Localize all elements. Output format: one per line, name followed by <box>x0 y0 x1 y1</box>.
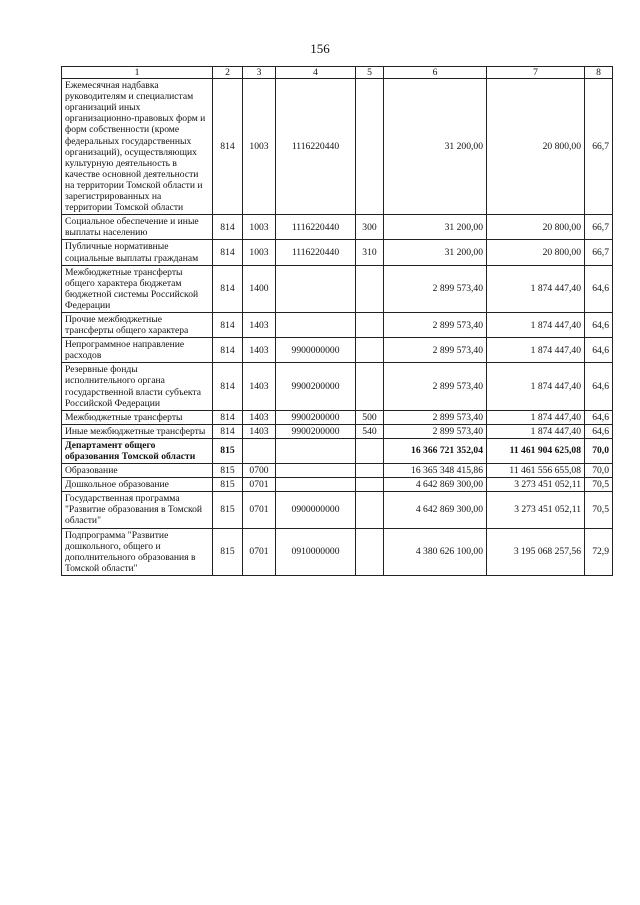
planned-amount: 4 380 626 100,00 <box>384 528 487 575</box>
actual-amount: 3 273 451 052,11 <box>487 478 585 492</box>
expense-type-code <box>356 478 384 492</box>
column-header: 7 <box>487 67 585 79</box>
row-name: Социальное обеспечение и иные выплаты населению <box>62 215 213 240</box>
ministry-code: 814 <box>213 240 243 265</box>
row-name: Непрограммное направление расходов <box>62 338 213 363</box>
target-article-code: 9900000000 <box>276 338 356 363</box>
actual-amount: 1 874 447,40 <box>487 338 585 363</box>
section-code: 1003 <box>243 79 276 215</box>
ministry-code: 815 <box>213 464 243 478</box>
row-name: Прочие межбюджетные трансферты общего характера <box>62 312 213 337</box>
target-article-code: 0910000000 <box>276 528 356 575</box>
planned-amount: 16 365 348 415,86 <box>384 464 487 478</box>
table-body <box>62 67 613 576</box>
target-article-code: 1116220440 <box>276 79 356 215</box>
execution-percent: 64,6 <box>585 338 613 363</box>
table-row <box>62 240 613 265</box>
row-name: Иные межбюджетные трансферты <box>62 424 213 438</box>
actual-amount: 11 461 556 655,08 <box>487 464 585 478</box>
execution-percent: 66,7 <box>585 240 613 265</box>
expense-type-code <box>356 79 384 215</box>
row-name: Публичные нормативные социальные выплаты гражданам <box>62 240 213 265</box>
table-row <box>62 424 613 438</box>
section-code: 1403 <box>243 312 276 337</box>
execution-percent: 66,7 <box>585 79 613 215</box>
expense-type-code <box>356 492 384 528</box>
expense-type-code <box>356 338 384 363</box>
row-name: Образование <box>62 464 213 478</box>
ministry-code: 814 <box>213 338 243 363</box>
actual-amount: 3 195 068 257,56 <box>487 528 585 575</box>
expense-type-code <box>356 363 384 410</box>
ministry-code: 815 <box>213 492 243 528</box>
section-code: 1003 <box>243 215 276 240</box>
column-header: 6 <box>384 67 487 79</box>
section-code: 0701 <box>243 478 276 492</box>
target-article-code: 9900200000 <box>276 424 356 438</box>
actual-amount: 3 273 451 052,11 <box>487 492 585 528</box>
row-name: Департамент общего образования Томской области <box>62 438 213 463</box>
row-name: Государственная программа "Развитие образования в Томской области" <box>62 492 213 528</box>
section-code: 0700 <box>243 464 276 478</box>
expense-type-code <box>356 438 384 463</box>
planned-amount: 16 366 721 352,04 <box>384 438 487 463</box>
planned-amount: 2 899 573,40 <box>384 265 487 312</box>
table-row <box>62 215 613 240</box>
ministry-code: 814 <box>213 410 243 424</box>
expense-type-code <box>356 528 384 575</box>
table-row <box>62 410 613 424</box>
target-article-code: 9900200000 <box>276 363 356 410</box>
expense-type-code: 310 <box>356 240 384 265</box>
ministry-code: 814 <box>213 265 243 312</box>
ministry-code: 814 <box>213 312 243 337</box>
target-article-code <box>276 464 356 478</box>
execution-percent: 70,0 <box>585 464 613 478</box>
row-name: Межбюджетные трансферты <box>62 410 213 424</box>
page-number: 156 <box>310 41 330 56</box>
table-row <box>62 312 613 337</box>
section-code <box>243 438 276 463</box>
actual-amount: 11 461 904 625,08 <box>487 438 585 463</box>
table-row <box>62 464 613 478</box>
actual-amount: 1 874 447,40 <box>487 363 585 410</box>
execution-percent: 66,7 <box>585 215 613 240</box>
planned-amount: 2 899 573,40 <box>384 363 487 410</box>
row-name: Резервные фонды исполнительного органа государственной власти субъекта Российской Федерации <box>62 363 213 410</box>
column-header: 8 <box>585 67 613 79</box>
execution-percent: 72,9 <box>585 528 613 575</box>
target-article-code: 0900000000 <box>276 492 356 528</box>
execution-percent: 70,5 <box>585 478 613 492</box>
section-code: 1403 <box>243 338 276 363</box>
table-row <box>62 528 613 575</box>
expense-type-code: 300 <box>356 215 384 240</box>
section-code: 1003 <box>243 240 276 265</box>
actual-amount: 1 874 447,40 <box>487 424 585 438</box>
actual-amount: 1 874 447,40 <box>487 410 585 424</box>
header-row <box>62 67 613 79</box>
row-name: Ежемесячная надбавка руководителям и специалистам организаций иных организационно-правовых форм и форм собственности (кроме федеральных государственных организаций), осуществляющих культурную деятельность в качестве основной деятельности на территории Томской области и зарегистрированных на территории Томской области <box>62 79 213 215</box>
target-article-code <box>276 265 356 312</box>
planned-amount: 4 642 869 300,00 <box>384 492 487 528</box>
expense-type-code: 500 <box>356 410 384 424</box>
planned-amount: 2 899 573,40 <box>384 424 487 438</box>
actual-amount: 20 800,00 <box>487 79 585 215</box>
ministry-code: 814 <box>213 363 243 410</box>
column-header: 2 <box>213 67 243 79</box>
execution-percent: 64,6 <box>585 312 613 337</box>
section-code: 1403 <box>243 410 276 424</box>
planned-amount: 2 899 573,40 <box>384 312 487 337</box>
table-row <box>62 492 613 528</box>
section-code: 1403 <box>243 363 276 410</box>
actual-amount: 1 874 447,40 <box>487 265 585 312</box>
execution-percent: 64,6 <box>585 265 613 312</box>
ministry-code: 815 <box>213 528 243 575</box>
section-code: 1403 <box>243 424 276 438</box>
table-row <box>62 363 613 410</box>
expense-type-code: 540 <box>356 424 384 438</box>
section-code: 1400 <box>243 265 276 312</box>
table-row <box>62 79 613 215</box>
target-article-code: 1116220440 <box>276 215 356 240</box>
row-name: Межбюджетные трансферты общего характера бюджетам бюджетной системы Российской Федерации <box>62 265 213 312</box>
expense-type-code <box>356 265 384 312</box>
column-header: 5 <box>356 67 384 79</box>
execution-percent: 64,6 <box>585 424 613 438</box>
ministry-code: 814 <box>213 79 243 215</box>
ministry-code: 815 <box>213 478 243 492</box>
expense-type-code <box>356 464 384 478</box>
table-row <box>62 438 613 463</box>
column-header: 3 <box>243 67 276 79</box>
actual-amount: 20 800,00 <box>487 240 585 265</box>
planned-amount: 2 899 573,40 <box>384 338 487 363</box>
planned-amount: 31 200,00 <box>384 215 487 240</box>
actual-amount: 20 800,00 <box>487 215 585 240</box>
planned-amount: 2 899 573,40 <box>384 410 487 424</box>
table-row <box>62 338 613 363</box>
column-header: 1 <box>62 67 213 79</box>
target-article-code <box>276 312 356 337</box>
target-article-code: 9900200000 <box>276 410 356 424</box>
actual-amount: 1 874 447,40 <box>487 312 585 337</box>
table-row <box>62 265 613 312</box>
ministry-code: 814 <box>213 424 243 438</box>
execution-percent: 70,5 <box>585 492 613 528</box>
budget-table <box>61 66 613 576</box>
planned-amount: 31 200,00 <box>384 240 487 265</box>
expense-type-code <box>356 312 384 337</box>
execution-percent: 64,6 <box>585 410 613 424</box>
ministry-code: 815 <box>213 438 243 463</box>
column-header: 4 <box>276 67 356 79</box>
execution-percent: 64,6 <box>585 363 613 410</box>
row-name: Подпрограмма "Развитие дошкольного, общего и дополнительного образования в Томской области" <box>62 528 213 575</box>
table-row <box>62 478 613 492</box>
row-name: Дошкольное образование <box>62 478 213 492</box>
planned-amount: 31 200,00 <box>384 79 487 215</box>
section-code: 0701 <box>243 492 276 528</box>
target-article-code <box>276 438 356 463</box>
ministry-code: 814 <box>213 215 243 240</box>
execution-percent: 70,0 <box>585 438 613 463</box>
section-code: 0701 <box>243 528 276 575</box>
planned-amount: 4 642 869 300,00 <box>384 478 487 492</box>
target-article-code: 1116220440 <box>276 240 356 265</box>
target-article-code <box>276 478 356 492</box>
